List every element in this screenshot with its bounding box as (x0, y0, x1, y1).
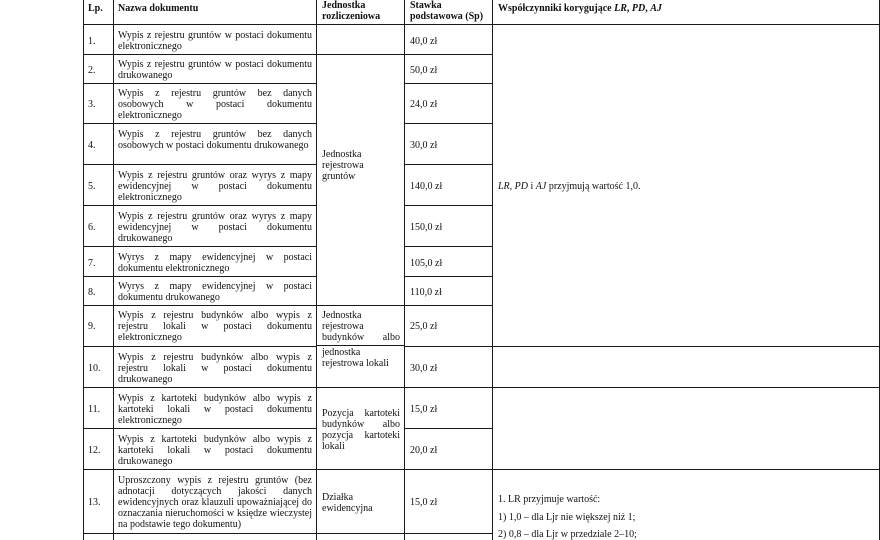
row-document-name: Wypis z rejestru budynków albo wypis z rejestru lokali w postaci dokumentu elektronicznego (118, 310, 312, 343)
grid-line (404, 0, 405, 540)
row-document-name: Wypis z rejestru gruntów oraz wyrys z mapy ewidencyjnej w postaci dokumentu drukowanego (118, 211, 312, 244)
row-document-name: Wypis z rejestru gruntów oraz wyrys z mapy ewidencyjnej w postaci dokumentu elektronicznego (118, 170, 312, 203)
header-correction-coefficients (494, 3, 880, 23)
grid-line (404, 83, 493, 84)
coef-pd: PD (514, 181, 529, 192)
row-lp: 5. (88, 181, 96, 192)
row-base-rate: 15,0 zł (410, 404, 438, 415)
grid-line (83, 428, 316, 429)
grid-line (316, 0, 317, 540)
row-base-rate: 30,0 zł (410, 140, 438, 151)
row-lp: 4. (88, 140, 96, 151)
row-lp: 12. (88, 445, 101, 456)
row-lp: 11. (88, 404, 101, 415)
grid-line (83, 246, 316, 247)
grid-line (83, 533, 493, 534)
grid-line (83, 276, 316, 277)
unit-file-item: Pozycja kartoteki budynków albo pozycja kartoteki lokali (322, 408, 400, 452)
grid-line (316, 345, 405, 346)
row-lp: 3. (88, 99, 96, 110)
header-base-rate: Stawka podstawowa (Sp) (410, 0, 484, 22)
row-lp: 9. (88, 321, 96, 332)
row-base-rate: 105,0 zł (410, 258, 443, 269)
grid-line (83, 164, 316, 165)
row-lp: 6. (88, 222, 96, 233)
row-base-rate: 15,0 zł (410, 497, 438, 508)
lr-value-item: 1) 1,0 – dla Ljr nie większej niż 1; (498, 512, 636, 523)
row-base-rate: 150,0 zł (410, 222, 443, 233)
coefficient-main-note: LR, PD i AJ przyjmują wartość 1,0. (498, 181, 641, 192)
row-base-rate: 30,0 zł (410, 363, 438, 374)
row-document-name: Wypis z rejestru gruntów w postaci dokumentu elektronicznego (118, 30, 312, 52)
grid-line (404, 246, 493, 247)
unit-parcel: Działka ewidencyjna (322, 492, 373, 514)
coef-lr: LR (498, 181, 510, 192)
unit-building-register: Jednostka rejestrowa budynków albo (322, 310, 400, 343)
grid-line (404, 276, 493, 277)
coef-aj: AJ (535, 181, 547, 192)
row-lp: 2. (88, 65, 96, 76)
row-base-rate: 40,0 zł (410, 36, 438, 47)
row-base-rate: 110,0 zł (410, 287, 442, 298)
grid-line (404, 346, 880, 347)
row-base-rate: 25,0 zł (410, 321, 438, 332)
row-base-rate: 20,0 zł (410, 445, 438, 456)
row-document-name: Wypis z rejestru gruntów w postaci dokumentu drukowanego (118, 59, 312, 81)
row-document-name: Uproszczony wypis z rejestru gruntów (bez adnotacji dotyczących jakości danych ewidencyjnych oraz klauzuli upoważniającej do oznaczania nieruchomości w księdze wieczystej na podstawie tego dokumentu) (118, 475, 312, 530)
grid-line (83, 387, 880, 388)
grid-line (113, 0, 114, 540)
row-lp: 7. (88, 258, 96, 269)
lr-values-title: 1. LR przyjmuje wartość: (498, 494, 601, 505)
row-document-name: Wypis z rejestru gruntów bez danych osobowych w postaci dokumentu elektronicznego (118, 88, 312, 121)
row-base-rate: 50,0 zł (410, 65, 438, 76)
row-document-name: Wypis z rejestru gruntów bez danych osobowych w postaci dokumentu drukowanego (118, 129, 312, 151)
row-document-name: Wyrys z mapy ewidencyjnej w postaci dokumentu elektronicznego (118, 252, 312, 274)
row-lp: 10. (88, 363, 101, 374)
coef-main-suffix: przyjmują wartość 1,0. (548, 181, 641, 192)
unit-premises-register: jednostka rejestrowa lokali (322, 347, 389, 369)
header-coef-label: Współczynniki korygujące LR, PD, AJ (498, 3, 662, 14)
grid-line (83, 346, 316, 347)
header-lp: Lp. (88, 3, 103, 14)
row-lp: 8. (88, 287, 96, 298)
row-lp: 1. (88, 36, 96, 47)
grid-line (83, 123, 316, 124)
grid-line (83, 24, 880, 25)
row-document-name: Wypis z kartoteki budynków albo wypis z kartoteki lokali w postaci dokumentu drukowanego (118, 434, 312, 467)
lr-value-item: 2) 0,8 – dla Ljr w przedziale 2–10; (498, 529, 637, 540)
grid-line (404, 428, 493, 429)
row-lp: 13. (88, 497, 101, 508)
row-document-name: Wypis z rejestru budynków albo wypis z rejestru lokali w postaci dokumentu drukowanego (118, 352, 312, 385)
grid-line (83, 0, 84, 540)
header-settlement-unit: Jednostka rozliczeniowa (322, 0, 381, 22)
row-base-rate: 140,0 zł (410, 181, 443, 192)
header-document-name: Nazwa dokumentu (118, 3, 199, 14)
grid-line (492, 0, 493, 540)
grid-line (83, 205, 316, 206)
row-document-name: Wyrys z mapy ewidencyjnej w postaci dokumentu drukowanego (118, 281, 312, 303)
grid-line (404, 205, 493, 206)
grid-line (83, 83, 316, 84)
row-base-rate: 24,0 zł (410, 99, 438, 110)
unit-land-register: Jednostka rejestrowa gruntów (322, 149, 364, 182)
grid-line (404, 164, 493, 165)
grid-line (404, 123, 493, 124)
grid-line (83, 305, 493, 306)
row-document-name: Wypis z kartoteki budynków albo wypis z kartoteki lokali w postaci dokumentu elektronicznego (118, 393, 312, 426)
grid-line (83, 54, 493, 55)
grid-line (83, 469, 880, 470)
